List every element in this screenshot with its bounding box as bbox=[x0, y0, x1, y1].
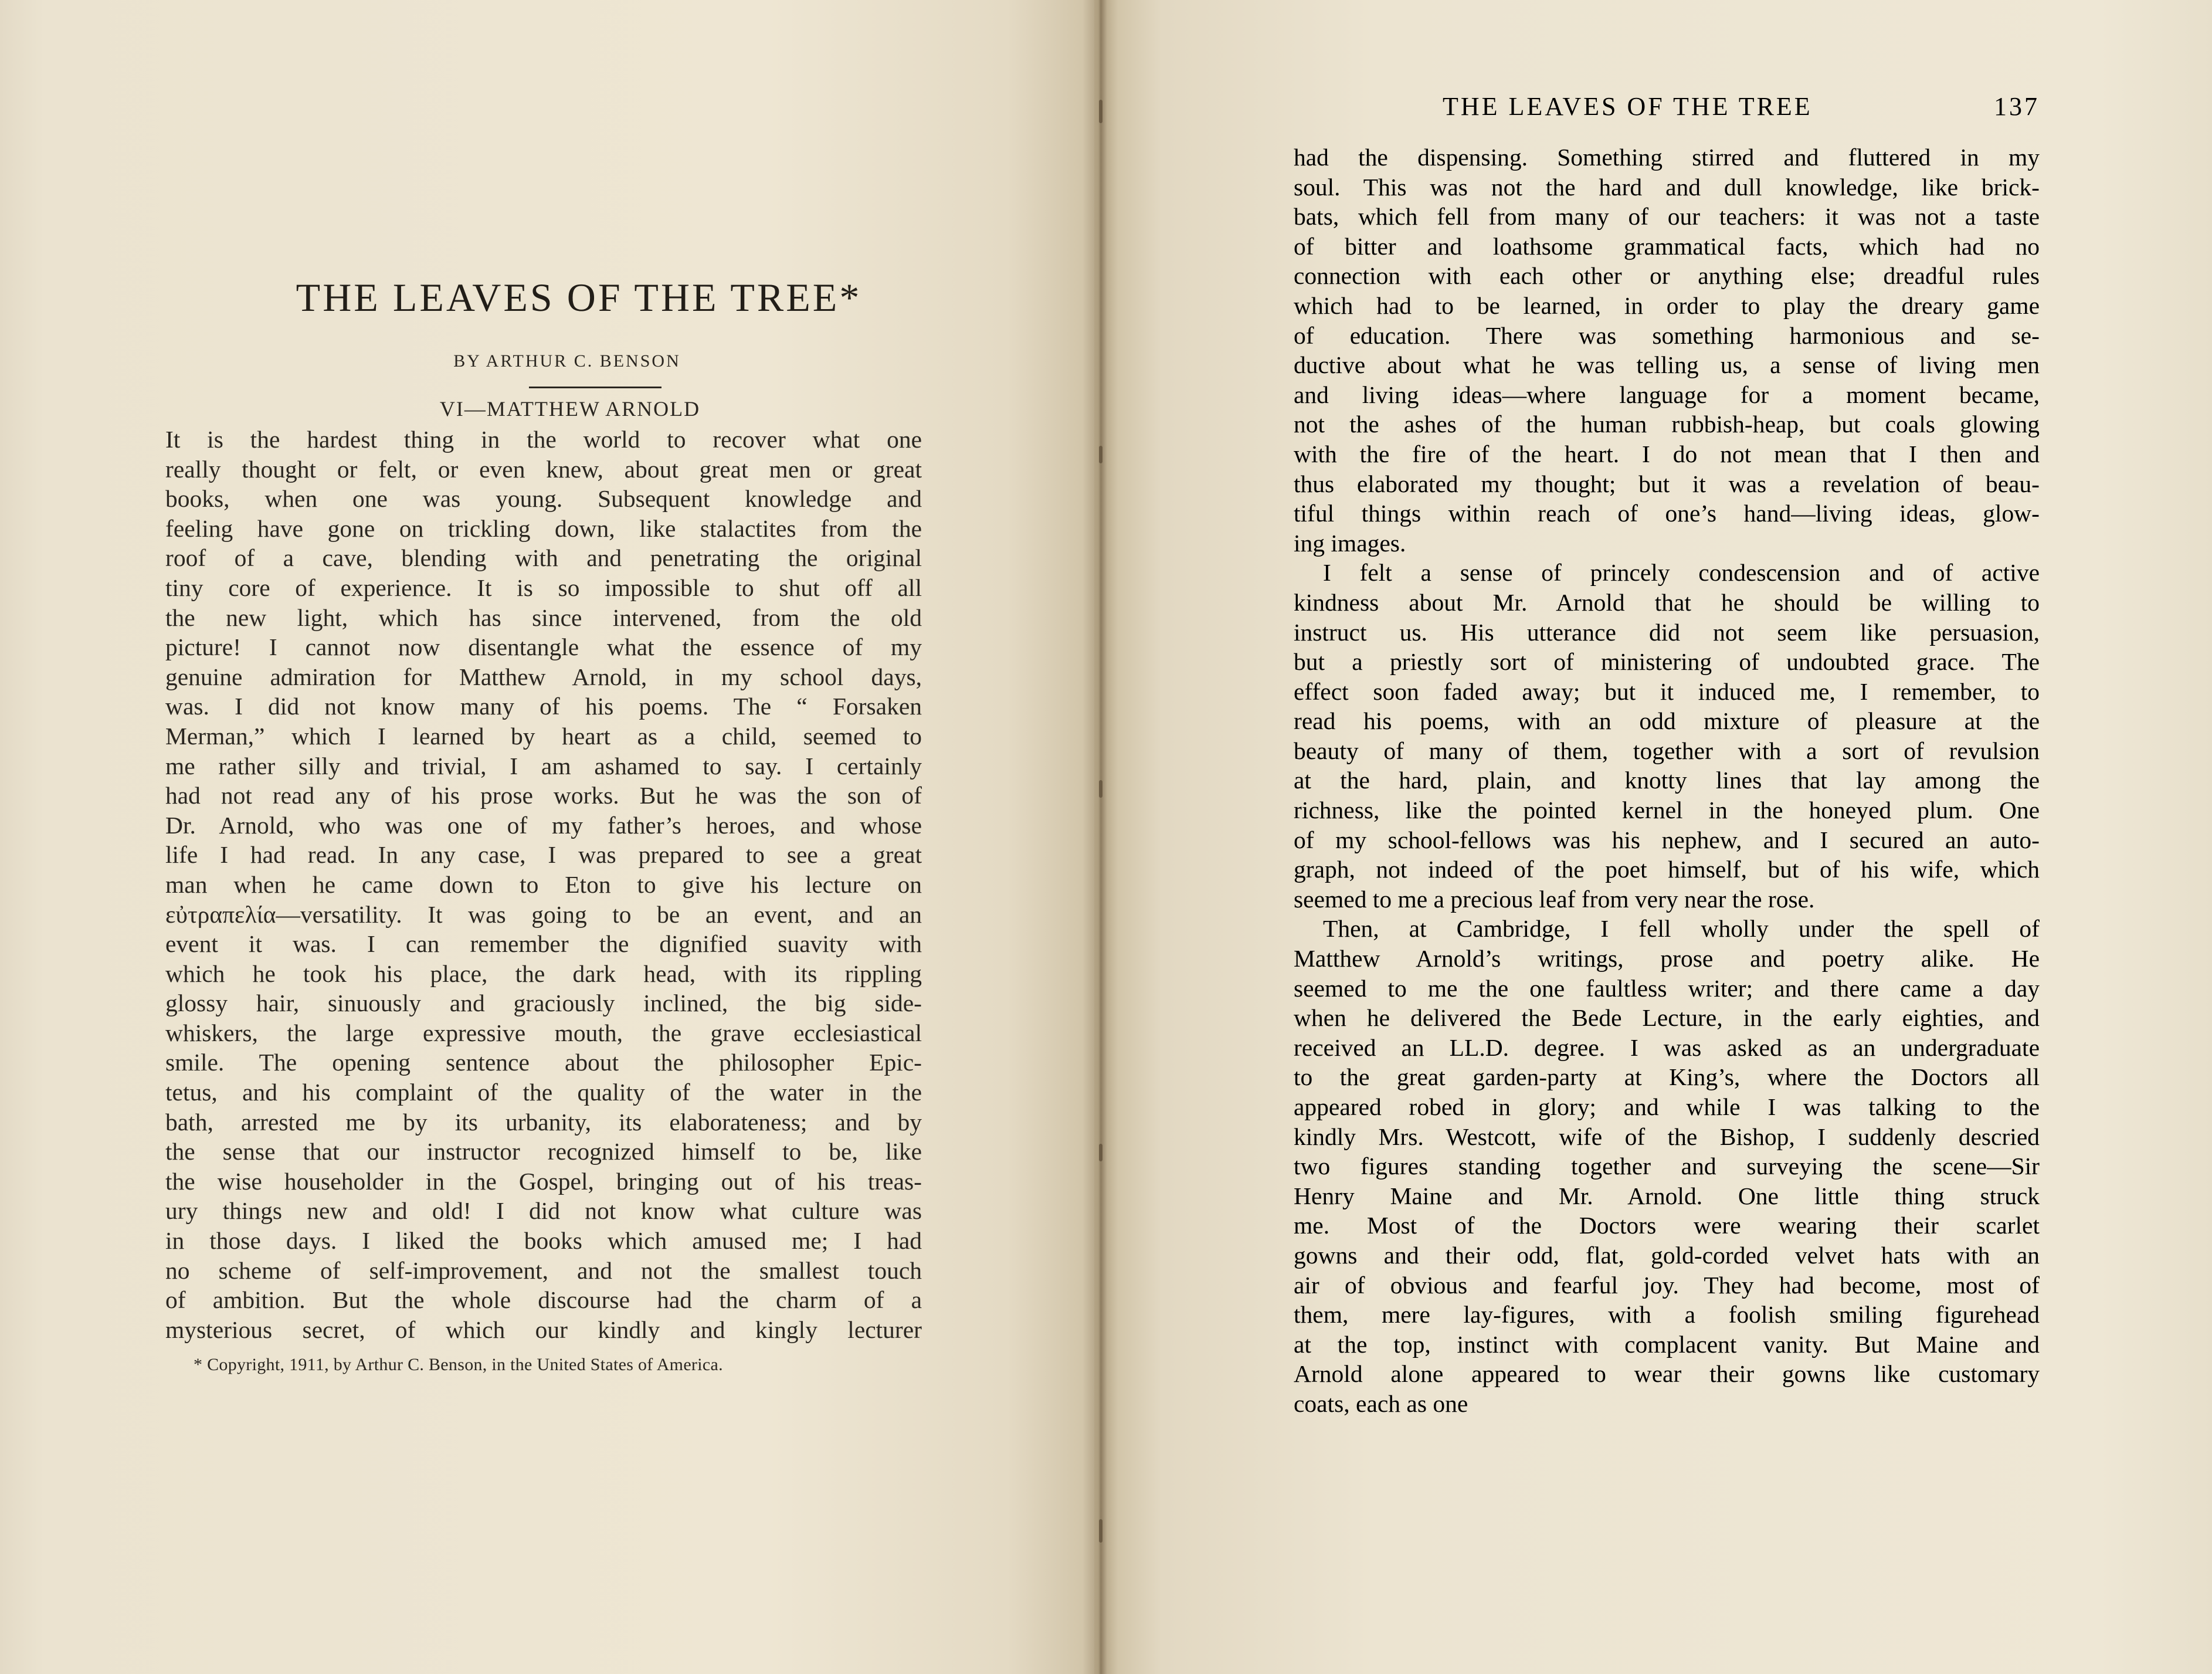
text-line: tiful things within reach of one’s hand—living ideas, glow- bbox=[1294, 500, 2040, 527]
text-line: tiny core of experience. It is so impossible to shut off all bbox=[165, 574, 922, 601]
text-line: not the ashes of the human rubbish-heap, but coals glowing bbox=[1294, 411, 2040, 438]
text-line: when he delivered the Bede Lecture, in the early eighties, and bbox=[1294, 1004, 2040, 1032]
text-line: soul. This was not the hard and dull knowledge, like brick- bbox=[1294, 173, 2040, 201]
text-line: feeling have gone on trickling down, like stalactites from the bbox=[165, 514, 922, 542]
text-line: at the top, instinct with complacent vanity. But Maine and bbox=[1294, 1330, 2040, 1358]
text-line: and living ideas—where language for a moment became, bbox=[1294, 381, 2040, 408]
text-line: seemed to me the one faultless writer; and there came a day bbox=[1294, 974, 2040, 1002]
text-line: richness, like the pointed kernel in the honeyed plum. One bbox=[1294, 797, 2040, 824]
binding-stitch bbox=[1099, 780, 1102, 798]
text-line: no scheme of self-improvement, and not the smallest touch bbox=[165, 1256, 922, 1284]
text-line: man when he came down to Eton to give his lecture on bbox=[165, 870, 922, 898]
text-line: which had to be learned, in order to play the dreary game bbox=[1294, 292, 2040, 319]
text-line: tetus, and his complaint of the quality of the water in the bbox=[165, 1079, 922, 1106]
text-line: εὐτραπελία—versatility. It was going to be an event, and an bbox=[165, 900, 922, 928]
text-line: beauty of many of them, together with a sort of revulsion bbox=[1294, 737, 2040, 764]
text-line: mysterious secret, of which our kindly and kingly lecturer bbox=[165, 1316, 922, 1343]
text-line: effect soon faded away; but it induced me, I remember, to bbox=[1294, 677, 2040, 705]
text-line: Henry Maine and Mr. Arnold. One little thing struck bbox=[1294, 1182, 2040, 1209]
text-line: gowns and their odd, flat, gold-corded velvet hats with an bbox=[1294, 1241, 2040, 1269]
text-line: bath, arrested me by its urbanity, its elaborateness; and by bbox=[165, 1108, 922, 1136]
text-line: air of obvious and fearful joy. They had become, most of bbox=[1294, 1271, 2040, 1299]
text-line: glossy hair, sinuously and graciously inclined, the big side- bbox=[165, 990, 922, 1017]
text-line: received an LL.D. degree. I was asked as an undergraduate bbox=[1294, 1033, 2040, 1061]
text-line: with the fire of the heart. I do not mean that I then and bbox=[1294, 440, 2040, 467]
text-line: really thought or felt, or even knew, about great men or great bbox=[165, 455, 922, 483]
text-line: but a priestly sort of ministering of undoubted grace. The bbox=[1294, 648, 2040, 676]
text-line: the new light, which has since intervened, from the old bbox=[165, 604, 922, 631]
text-line: picture! I cannot now disentangle what the essence of my bbox=[165, 633, 922, 661]
binding-stitch bbox=[1099, 1519, 1102, 1543]
text-line: connection with each other or anything else; dreadful rules bbox=[1294, 262, 2040, 290]
copyright-footnote: * Copyright, 1911, by Arthur C. Benson, in the United States of America. bbox=[194, 1355, 723, 1375]
text-line: graph, not indeed of the poet himself, but of his wife, which bbox=[1294, 856, 2040, 883]
text-line: at the hard, plain, and knotty lines that lay among the bbox=[1294, 767, 2040, 794]
text-line: me rather silly and trivial, I am ashamed to say. I certainly bbox=[165, 752, 922, 780]
text-line: me. Most of the Doctors were wearing their scarlet bbox=[1294, 1212, 2040, 1239]
text-line: of education. There was something harmonious and se- bbox=[1294, 321, 2040, 349]
running-head-title: THE LEAVES OF THE TREE bbox=[1443, 92, 1813, 121]
text-line: smile. The opening sentence about the philosopher Epic- bbox=[165, 1049, 922, 1076]
right-body-text bbox=[1294, 143, 2040, 1419]
text-line: thus elaborated my thought; but it was a revelation of beau- bbox=[1294, 470, 2040, 497]
text-line: Merman,” which I learned by heart as a child, seemed to bbox=[165, 722, 922, 750]
left-page bbox=[0, 0, 1094, 1674]
text-line: It is the hardest thing in the world to recover what one bbox=[165, 426, 922, 453]
text-line: ury things new and old! I did not know what culture was bbox=[165, 1197, 922, 1225]
text-line: Arnold alone appeared to wear their gowns like customary bbox=[1294, 1360, 2040, 1388]
text-line: read his poems, with an odd mixture of pleasure at the bbox=[1294, 707, 2040, 735]
text-line: genuine admiration for Matthew Arnold, in my school days, bbox=[165, 663, 922, 690]
text-line: ductive about what he was telling us, a sense of living men bbox=[1294, 351, 2040, 379]
right-page-content bbox=[1294, 143, 2040, 1419]
text-line: which he took his place, the dark head, with its rippling bbox=[165, 960, 922, 987]
text-line: appeared robed in glory; and while I was talking to the bbox=[1294, 1093, 2040, 1120]
text-line: bats, which fell from many of our teachers: it was not a taste bbox=[1294, 203, 2040, 231]
section-heading: VI—MATTHEW ARNOLD bbox=[439, 397, 701, 421]
text-line: two figures standing together and surveying the scene—Sir bbox=[1294, 1153, 2040, 1180]
binding-stitch bbox=[1099, 100, 1102, 123]
byline: BY ARTHUR C. BENSON bbox=[453, 351, 681, 371]
text-line: in those days. I liked the books which amused me; I had bbox=[165, 1227, 922, 1255]
text-line: instruct us. His utterance did not seem like persuasion, bbox=[1294, 618, 2040, 646]
text-line: them, mere lay-figures, with a foolish smiling figurehead bbox=[1294, 1301, 2040, 1329]
running-head bbox=[1443, 92, 2040, 121]
text-line: whiskers, the large expressive mouth, the grave ecclesiastical bbox=[165, 1019, 922, 1046]
text-line: of bitter and loathsome grammatical facts, which had no bbox=[1294, 232, 2040, 260]
page-number: 137 bbox=[1994, 92, 2040, 121]
text-line: Matthew Arnold’s writings, prose and poetry alike. He bbox=[1294, 945, 2040, 972]
text-line: of ambition. But the whole discourse had the charm of a bbox=[165, 1286, 922, 1314]
text-line: to the great garden-party at King’s, where the Doctors all bbox=[1294, 1063, 2040, 1091]
text-line: had the dispensing. Something stirred and fluttered in my bbox=[1294, 144, 2040, 171]
left-page-content bbox=[165, 275, 922, 1375]
binding-stitch bbox=[1099, 1144, 1102, 1161]
text-line: kindness about Mr. Arnold that he should be willing to bbox=[1294, 588, 2040, 616]
article-title: THE LEAVES OF THE TREE* bbox=[296, 275, 862, 320]
text-line: Dr. Arnold, who was one of my father’s heroes, and whose bbox=[165, 811, 922, 839]
text-line: books, when one was young. Subsequent knowledge and bbox=[165, 485, 922, 513]
text-line: was. I did not know many of his poems. The “ Forsaken bbox=[165, 693, 922, 720]
text-line: ing images. bbox=[1294, 529, 1406, 557]
text-line: I felt a sense of princely condescension and of active bbox=[1323, 559, 2040, 587]
text-line: life I had read. In any case, I was prepared to see a great bbox=[165, 841, 922, 869]
text-line: the sense that our instructor recognized himself to be, like bbox=[165, 1138, 922, 1165]
text-line: of my school-fellows was his nephew, and I secured an auto- bbox=[1294, 826, 2040, 853]
text-line: the wise householder in the Gospel, bringing out of his treas- bbox=[165, 1167, 922, 1195]
text-line: roof of a cave, blending with and penetrating the original bbox=[165, 544, 922, 572]
text-line: event it was. I can remember the dignified suavity with bbox=[165, 930, 922, 958]
text-line: coats, each as one bbox=[1294, 1390, 1468, 1417]
text-line: kindly Mrs. Westcott, wife of the Bishop, I suddenly descried bbox=[1294, 1123, 2040, 1150]
left-body-text bbox=[165, 425, 922, 1344]
title-rule bbox=[529, 387, 661, 388]
text-line: seemed to me a precious leaf from very near the rose. bbox=[1294, 885, 1815, 913]
text-line: Then, at Cambridge, I fell wholly under the spell of bbox=[1323, 915, 2040, 943]
binding-stitch bbox=[1099, 446, 1102, 463]
text-line: had not read any of his prose works. But he was the son of bbox=[165, 782, 922, 809]
